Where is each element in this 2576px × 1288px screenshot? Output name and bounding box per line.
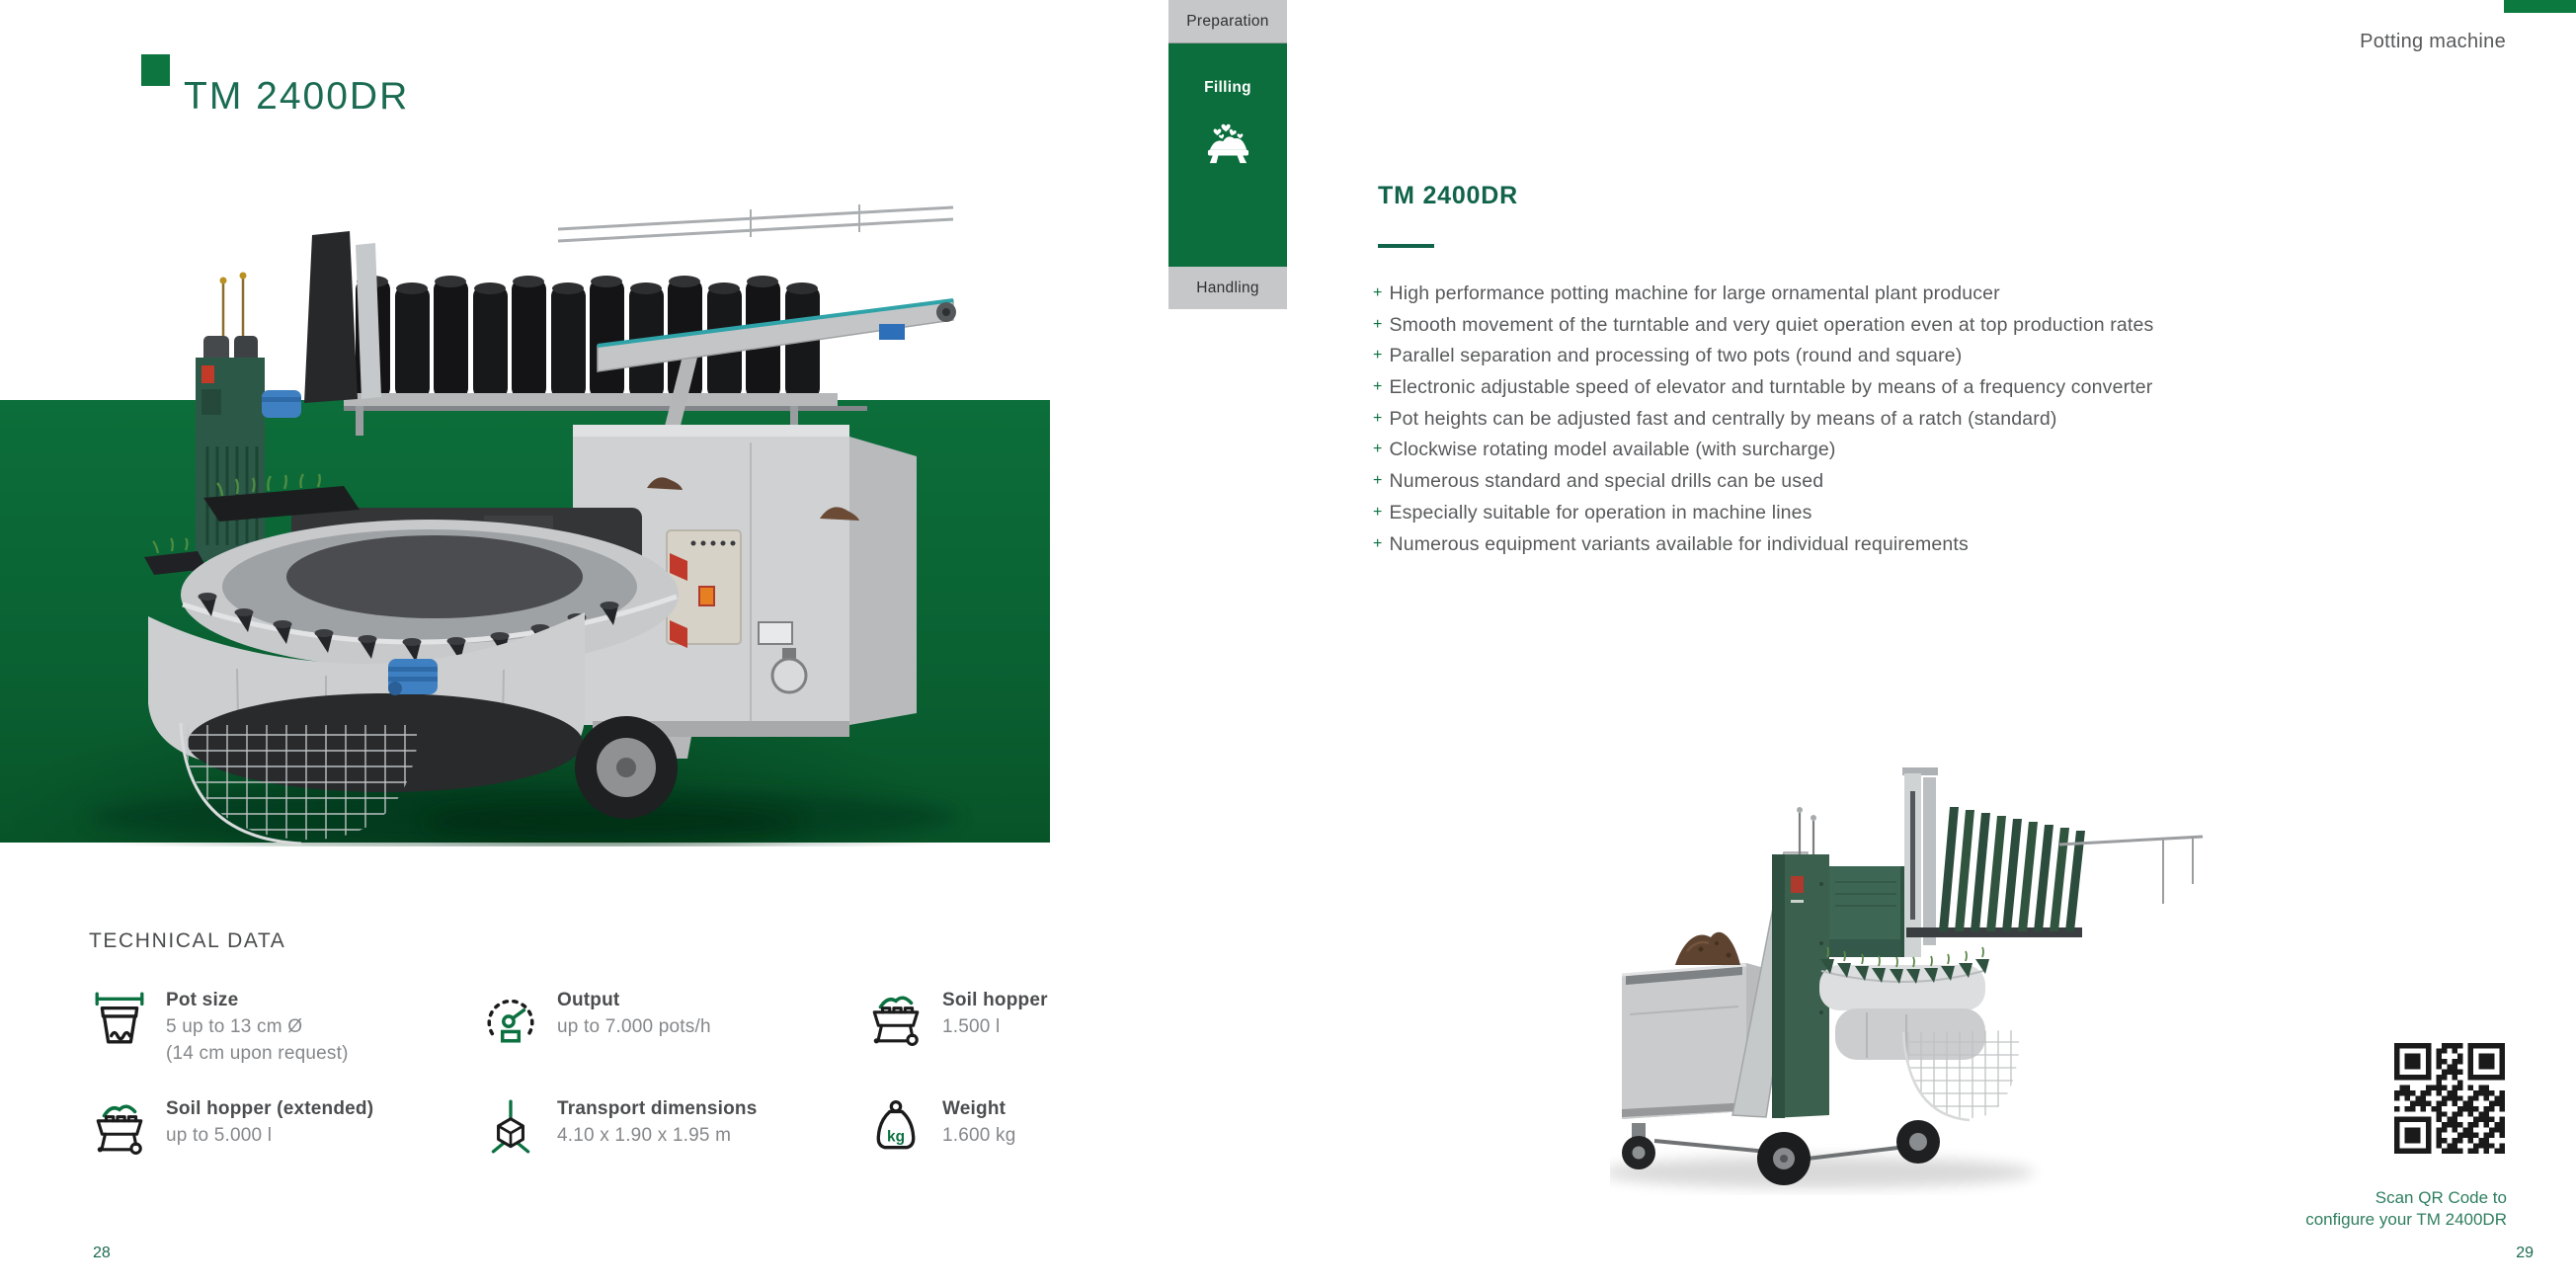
feature-item xyxy=(1373,314,2153,346)
tech-item-label: Soil hopper (extended) xyxy=(166,1098,374,1119)
tech-item-soil-hopper-extended xyxy=(91,1096,373,1156)
left-page-title: TM 2400DR xyxy=(184,75,410,118)
weight-icon xyxy=(867,1098,925,1156)
feature-text: Numerous standard and special drills can be used xyxy=(1389,470,1824,493)
tech-item-text xyxy=(557,1096,757,1156)
title-accent-square xyxy=(141,54,170,86)
feature-item xyxy=(1373,470,2153,502)
top-right-accent-bar xyxy=(2504,0,2576,13)
tech-item-value: up to 7.000 pots/h xyxy=(557,1016,711,1037)
feature-item xyxy=(1373,345,2153,376)
soil-hopper-icon xyxy=(867,990,925,1047)
feature-item xyxy=(1373,376,2153,408)
tech-item-value: up to 5.000 l xyxy=(166,1125,273,1146)
tech-item-value: 5 up to 13 cm Ø xyxy=(166,1016,303,1037)
feature-item xyxy=(1373,533,2153,565)
output-icon xyxy=(482,990,539,1047)
right-page-heading: TM 2400DR xyxy=(1378,182,1518,209)
tab-preparation xyxy=(1168,0,1287,43)
qr-caption-line: configure your TM 2400DR xyxy=(2305,1210,2507,1229)
tech-item-text xyxy=(166,1096,373,1156)
svg-text:kg: kg xyxy=(886,1128,906,1146)
plus-bullet: + xyxy=(1373,284,1383,301)
feature-item xyxy=(1373,282,2153,314)
tech-item-value: (14 cm upon request) xyxy=(166,1043,349,1064)
tab-preparation-label: Preparation xyxy=(1186,12,1269,30)
tech-item-label: Pot size xyxy=(166,990,239,1010)
tech-item-transport-dimensions xyxy=(482,1096,757,1156)
transport-dimensions-icon xyxy=(482,1098,539,1156)
category-label: Potting machine xyxy=(2360,31,2506,52)
tech-item-text xyxy=(942,988,1048,1047)
turntable xyxy=(181,520,679,670)
plus-bullet: + xyxy=(1373,534,1383,552)
feature-text: Parallel separation and processing of two pots (round and square) xyxy=(1389,345,1963,367)
tech-item-text xyxy=(166,988,349,1067)
feature-list xyxy=(1373,282,2153,564)
tech-item-weight xyxy=(867,1096,1016,1156)
tech-item-label: Output xyxy=(557,990,620,1010)
filling-icon xyxy=(1203,122,1252,166)
tech-item-value: 1.500 l xyxy=(942,1016,1001,1037)
qr-caption xyxy=(2305,1187,2507,1231)
feature-text: Electronic adjustable speed of elevator and turntable by means of a frequency converter xyxy=(1389,376,2153,399)
qr-code xyxy=(2394,1043,2505,1154)
guide-rails xyxy=(558,204,953,241)
plus-bullet: + xyxy=(1373,441,1383,458)
potting-machine-photo-right xyxy=(1610,716,2222,1195)
feature-text: Pot heights can be adjusted fast and centrally by means of a ratch (standard) xyxy=(1389,407,2057,430)
tech-item-soil-hopper xyxy=(867,988,1048,1047)
tech-item-label: Transport dimensions xyxy=(557,1098,758,1119)
tech-item-pot-size xyxy=(91,988,349,1067)
potting-machine-photo-left xyxy=(59,130,1047,846)
heading-underline xyxy=(1378,244,1434,248)
plus-bullet: + xyxy=(1373,472,1383,490)
motor-blue xyxy=(388,659,438,695)
green-elevator-unit xyxy=(196,358,265,560)
tech-item-label: Soil hopper xyxy=(942,990,1048,1010)
soil-hopper-extended-icon xyxy=(91,1098,148,1156)
plus-bullet: + xyxy=(1373,347,1383,364)
feature-text: Numerous equipment variants available for individual requirements xyxy=(1389,532,1969,555)
plus-bullet: + xyxy=(1373,503,1383,521)
feature-text: High performance potting machine for large ornamental plant producer xyxy=(1389,282,2000,304)
tech-item-text xyxy=(557,988,711,1047)
feature-item xyxy=(1373,439,2153,470)
tech-item-label: Weight xyxy=(942,1098,1006,1119)
plus-bullet: + xyxy=(1373,409,1383,427)
tab-handling xyxy=(1168,267,1287,309)
tab-handling-label: Handling xyxy=(1196,279,1259,296)
feature-text: Smooth movement of the turntable and very quiet operation even at top production rates xyxy=(1389,313,2154,336)
tab-filling-label: Filling xyxy=(1204,79,1251,96)
plus-bullet: + xyxy=(1373,315,1383,333)
page-number-right: 29 xyxy=(2516,1245,2534,1261)
pot-magazine-fan xyxy=(1906,807,2203,937)
feature-item xyxy=(1373,502,2153,533)
technical-data-heading: TECHNICAL DATA xyxy=(89,929,286,952)
tech-item-text xyxy=(942,1096,1016,1156)
process-tab-strip xyxy=(1168,0,1287,309)
feature-text: Clockwise rotating model available (with surcharge) xyxy=(1389,439,1836,461)
qr-caption-line: Scan QR Code to xyxy=(2375,1188,2507,1207)
tech-item-value: 1.600 kg xyxy=(942,1125,1016,1146)
feature-item xyxy=(1373,408,2153,440)
tech-item-output xyxy=(482,988,711,1047)
pot-size-icon xyxy=(91,990,148,1047)
tab-filling xyxy=(1168,43,1287,267)
tech-item-value: 4.10 x 1.90 x 1.95 m xyxy=(557,1125,732,1146)
page-number-left: 28 xyxy=(93,1245,111,1261)
feature-text: Especially suitable for operation in machine lines xyxy=(1389,501,1812,523)
plus-bullet: + xyxy=(1373,378,1383,396)
